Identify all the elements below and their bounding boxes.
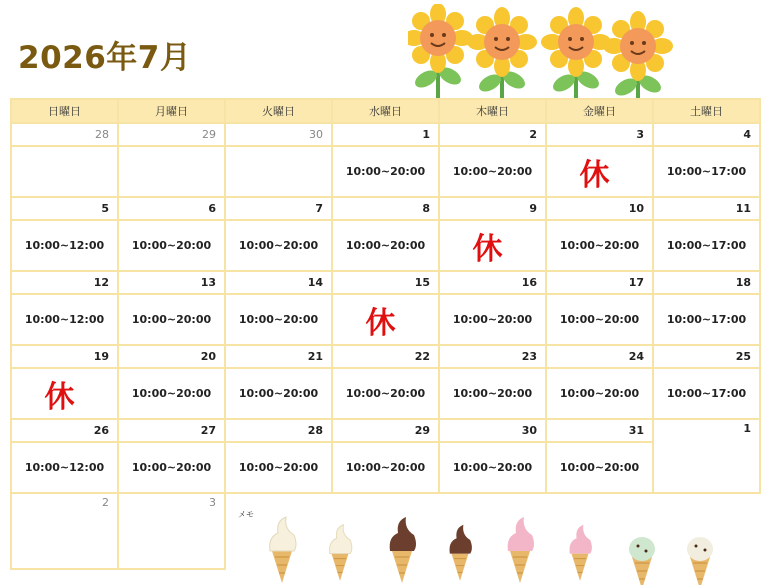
calendar-grid	[10, 98, 761, 570]
day-number: 14	[225, 271, 332, 294]
business-hours: 10:00~12:00	[11, 220, 118, 271]
business-hours: 10:00~20:00	[439, 442, 546, 493]
weekday-header: 月曜日	[118, 99, 225, 123]
week-hours-row	[11, 146, 760, 197]
day-number: 30	[225, 123, 332, 146]
business-hours: 10:00~17:00	[653, 368, 760, 419]
day-number: 12	[11, 271, 118, 294]
weekday-header-row	[11, 99, 760, 123]
business-hours: 10:00~20:00	[332, 220, 439, 271]
weekday-header: 土曜日	[653, 99, 760, 123]
closed-label: 休	[472, 231, 503, 267]
business-hours: 10:00~20:00	[332, 442, 439, 493]
week-hours-row	[11, 294, 760, 345]
day-number: 29	[332, 419, 439, 442]
day-number: 10	[546, 197, 653, 220]
day-number: 23	[439, 345, 546, 368]
weekday-header: 金曜日	[546, 99, 653, 123]
closed-day-mark	[332, 294, 439, 345]
closed-day-mark	[11, 368, 118, 419]
business-hours: 10:00~20:00	[225, 220, 332, 271]
week-date-row	[11, 345, 760, 368]
business-hours: 10:00~20:00	[118, 294, 225, 345]
business-hours: 10:00~20:00	[118, 442, 225, 493]
day-number: 7	[225, 197, 332, 220]
day-number: 16	[439, 271, 546, 294]
day-number: 11	[653, 197, 760, 220]
week-hours-row	[11, 442, 760, 493]
page-title: 2026年7月	[18, 40, 192, 76]
business-hours: 10:00~20:00	[439, 368, 546, 419]
weekday-header: 木曜日	[439, 99, 546, 123]
day-number: 9	[439, 197, 546, 220]
day-number: 20	[118, 345, 225, 368]
day-number: 28	[11, 123, 118, 146]
business-hours: 10:00~20:00	[332, 368, 439, 419]
business-hours	[225, 146, 332, 197]
week-date-row	[11, 197, 760, 220]
business-hours: 10:00~12:00	[11, 294, 118, 345]
day-number: 24	[546, 345, 653, 368]
week-date-row	[11, 419, 760, 442]
business-hours: 10:00~20:00	[118, 220, 225, 271]
ice-cream-decoration-icon	[262, 515, 732, 585]
weekday-header: 火曜日	[225, 99, 332, 123]
day-number: 2	[439, 123, 546, 146]
day-number: 3	[546, 123, 653, 146]
week-hours-row	[11, 368, 760, 419]
business-hours: 10:00~12:00	[11, 442, 118, 493]
day-number: 29	[118, 123, 225, 146]
business-hours	[118, 146, 225, 197]
week-hours-row	[11, 220, 760, 271]
business-hours	[11, 146, 118, 197]
day-number: 22	[332, 345, 439, 368]
day-number: 30	[439, 419, 546, 442]
business-hours: 10:00~20:00	[439, 294, 546, 345]
sunflower-decoration-icon	[408, 4, 678, 99]
day-number: 15	[332, 271, 439, 294]
day-number: 6	[118, 197, 225, 220]
day-number: 25	[653, 345, 760, 368]
day-number: 8	[332, 197, 439, 220]
business-hours: 10:00~20:00	[546, 442, 653, 493]
day-number: 21	[225, 345, 332, 368]
day-number: 3	[118, 493, 225, 569]
business-hours: 10:00~20:00	[439, 146, 546, 197]
day-number: 27	[118, 419, 225, 442]
business-hours: 10:00~20:00	[118, 368, 225, 419]
business-hours: 10:00~20:00	[546, 368, 653, 419]
day-number: 4	[653, 123, 760, 146]
business-hours: 10:00~20:00	[225, 442, 332, 493]
business-hours: 10:00~20:00	[546, 294, 653, 345]
business-hours: 10:00~20:00	[225, 294, 332, 345]
memo-label: メモ	[238, 510, 254, 519]
next-month-day: 1	[653, 419, 760, 493]
day-number: 1	[332, 123, 439, 146]
day-number: 26	[11, 419, 118, 442]
day-number: 18	[653, 271, 760, 294]
business-hours: 10:00~17:00	[653, 220, 760, 271]
day-number: 19	[11, 345, 118, 368]
day-number: 2	[11, 493, 118, 569]
closed-day-mark	[546, 146, 653, 197]
closed-label: 休	[579, 157, 610, 193]
week-date-row	[11, 123, 760, 146]
closed-label: 休	[365, 305, 396, 341]
business-hours: 10:00~20:00	[225, 368, 332, 419]
weekday-header: 日曜日	[11, 99, 118, 123]
day-number: 5	[11, 197, 118, 220]
day-number: 17	[546, 271, 653, 294]
business-hours: 10:00~20:00	[546, 220, 653, 271]
business-hours: 10:00~17:00	[653, 146, 760, 197]
week-date-row	[11, 271, 760, 294]
business-hours: 10:00~17:00	[653, 294, 760, 345]
day-number: 31	[546, 419, 653, 442]
day-number: 13	[118, 271, 225, 294]
closed-label: 休	[44, 379, 75, 415]
weekday-header: 水曜日	[332, 99, 439, 123]
closed-day-mark	[439, 220, 546, 271]
business-hours: 10:00~20:00	[332, 146, 439, 197]
day-number: 28	[225, 419, 332, 442]
